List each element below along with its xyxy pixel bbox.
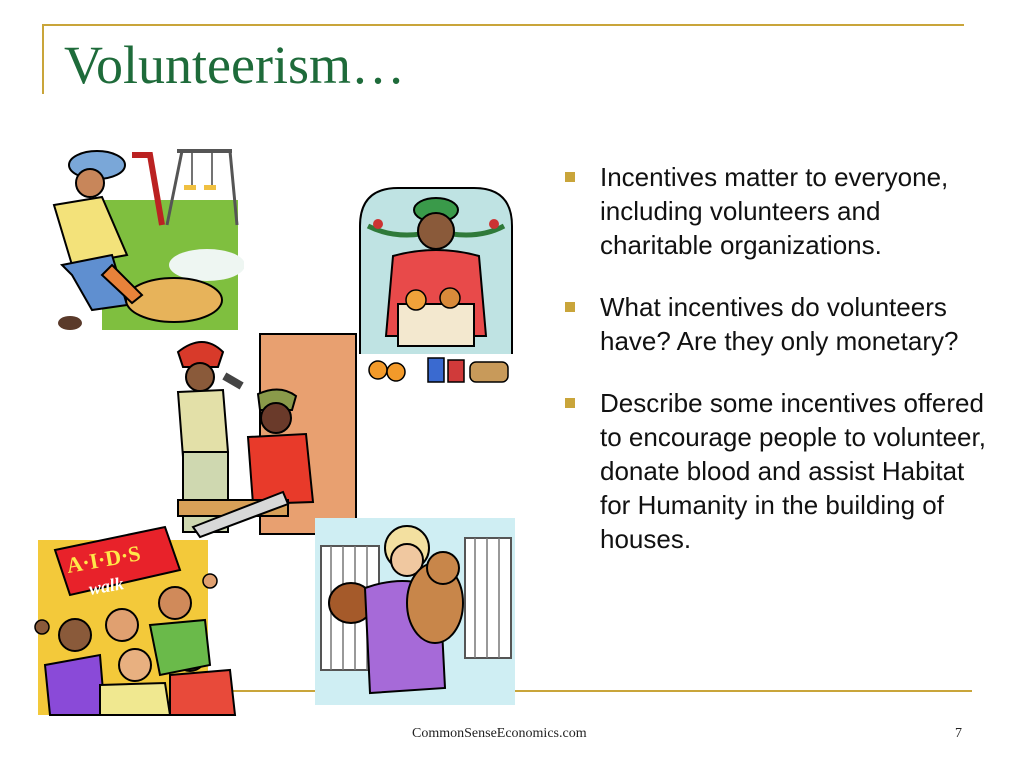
slide-title: Volunteerism… (64, 35, 405, 95)
aids-walk-clipart (30, 525, 240, 720)
house-building-clipart (168, 332, 358, 542)
left-divider (42, 24, 44, 94)
aids-walk-sign-text: A·I·D·S (64, 540, 143, 578)
square-bullet-icon (565, 172, 575, 182)
bullet-text: Describe some incentives offered to encourage people to volunteer, donate blood and assist Habitat for Humanity in the building of houses. (600, 388, 986, 554)
bullet-item (560, 160, 990, 262)
animal-shelter-clipart (315, 518, 515, 705)
svg-text:walk: walk (87, 573, 126, 599)
bullet-text: Incentives matter to everyone, including volunteers and charitable organizations. (600, 162, 949, 260)
page-number: 7 (955, 726, 962, 741)
bullet-item (560, 290, 990, 358)
footer-website: CommonSenseEconomics.com (412, 726, 587, 741)
top-divider (42, 24, 964, 26)
square-bullet-icon (565, 302, 575, 312)
bullet-item (560, 386, 990, 556)
food-drive-clipart (358, 186, 514, 390)
bullet-text: What incentives do volunteers have? Are they only monetary? (600, 292, 959, 356)
square-bullet-icon (565, 398, 575, 408)
playground-cleanup-clipart (32, 145, 244, 335)
bullet-list (560, 160, 990, 584)
